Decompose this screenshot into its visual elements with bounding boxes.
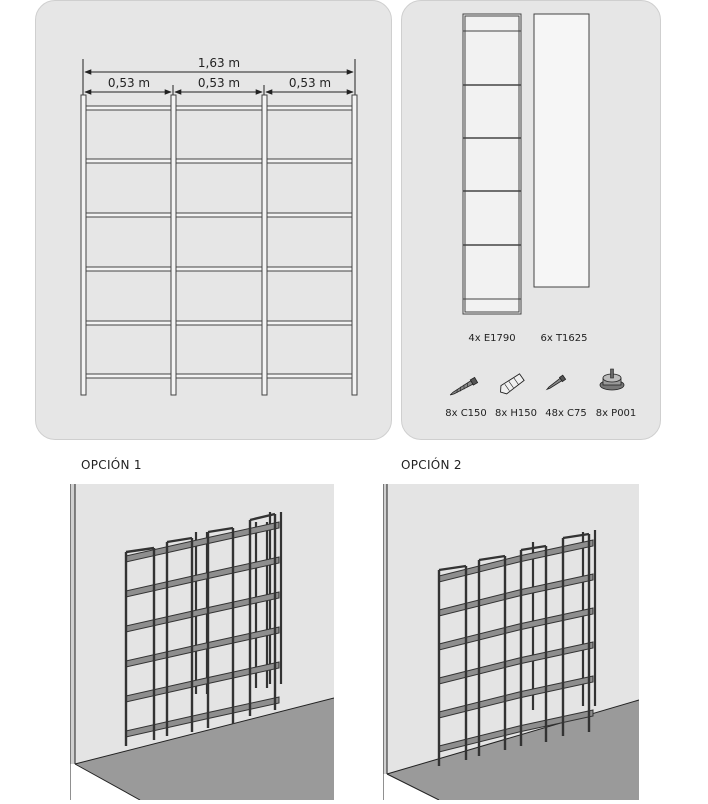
bay-width-label-3: 0,53 m — [288, 76, 332, 90]
shelf-front-diagram — [36, 1, 391, 439]
option-2-illustration — [383, 484, 639, 800]
option-2-label: OPCIÓN 2 — [401, 458, 462, 472]
wall-plug-icon — [498, 373, 525, 396]
ladder-frame-part — [463, 14, 521, 314]
shelf-board-label: 6x T1625 — [540, 333, 588, 344]
option-2-scene — [383, 484, 639, 804]
option-1-scene — [70, 484, 334, 804]
parts-panel — [401, 0, 661, 440]
uprights — [81, 95, 357, 395]
bay-width-label-1: 0,53 m — [107, 76, 151, 90]
screw-icon — [449, 377, 478, 397]
hardware-label-3: 48x C75 — [545, 408, 587, 419]
dimensions-panel — [35, 0, 392, 440]
option-1-illustration — [70, 484, 334, 800]
option-1-label: OPCIÓN 1 — [81, 458, 142, 472]
parts-diagram — [402, 1, 660, 439]
total-width-label: 1,63 m — [197, 56, 241, 70]
shelf-board-part — [534, 14, 589, 287]
hardware-label-4: 8x P001 — [595, 408, 637, 419]
hardware-label-2: 8x H150 — [494, 408, 538, 419]
leveling-foot-icon — [600, 369, 624, 390]
small-screw-icon — [546, 375, 566, 391]
ladder-frame-label: 4x E1790 — [468, 333, 516, 344]
hardware-label-1: 8x C150 — [445, 408, 487, 419]
shelves — [86, 106, 352, 378]
bay-width-label-2: 0,53 m — [197, 76, 241, 90]
